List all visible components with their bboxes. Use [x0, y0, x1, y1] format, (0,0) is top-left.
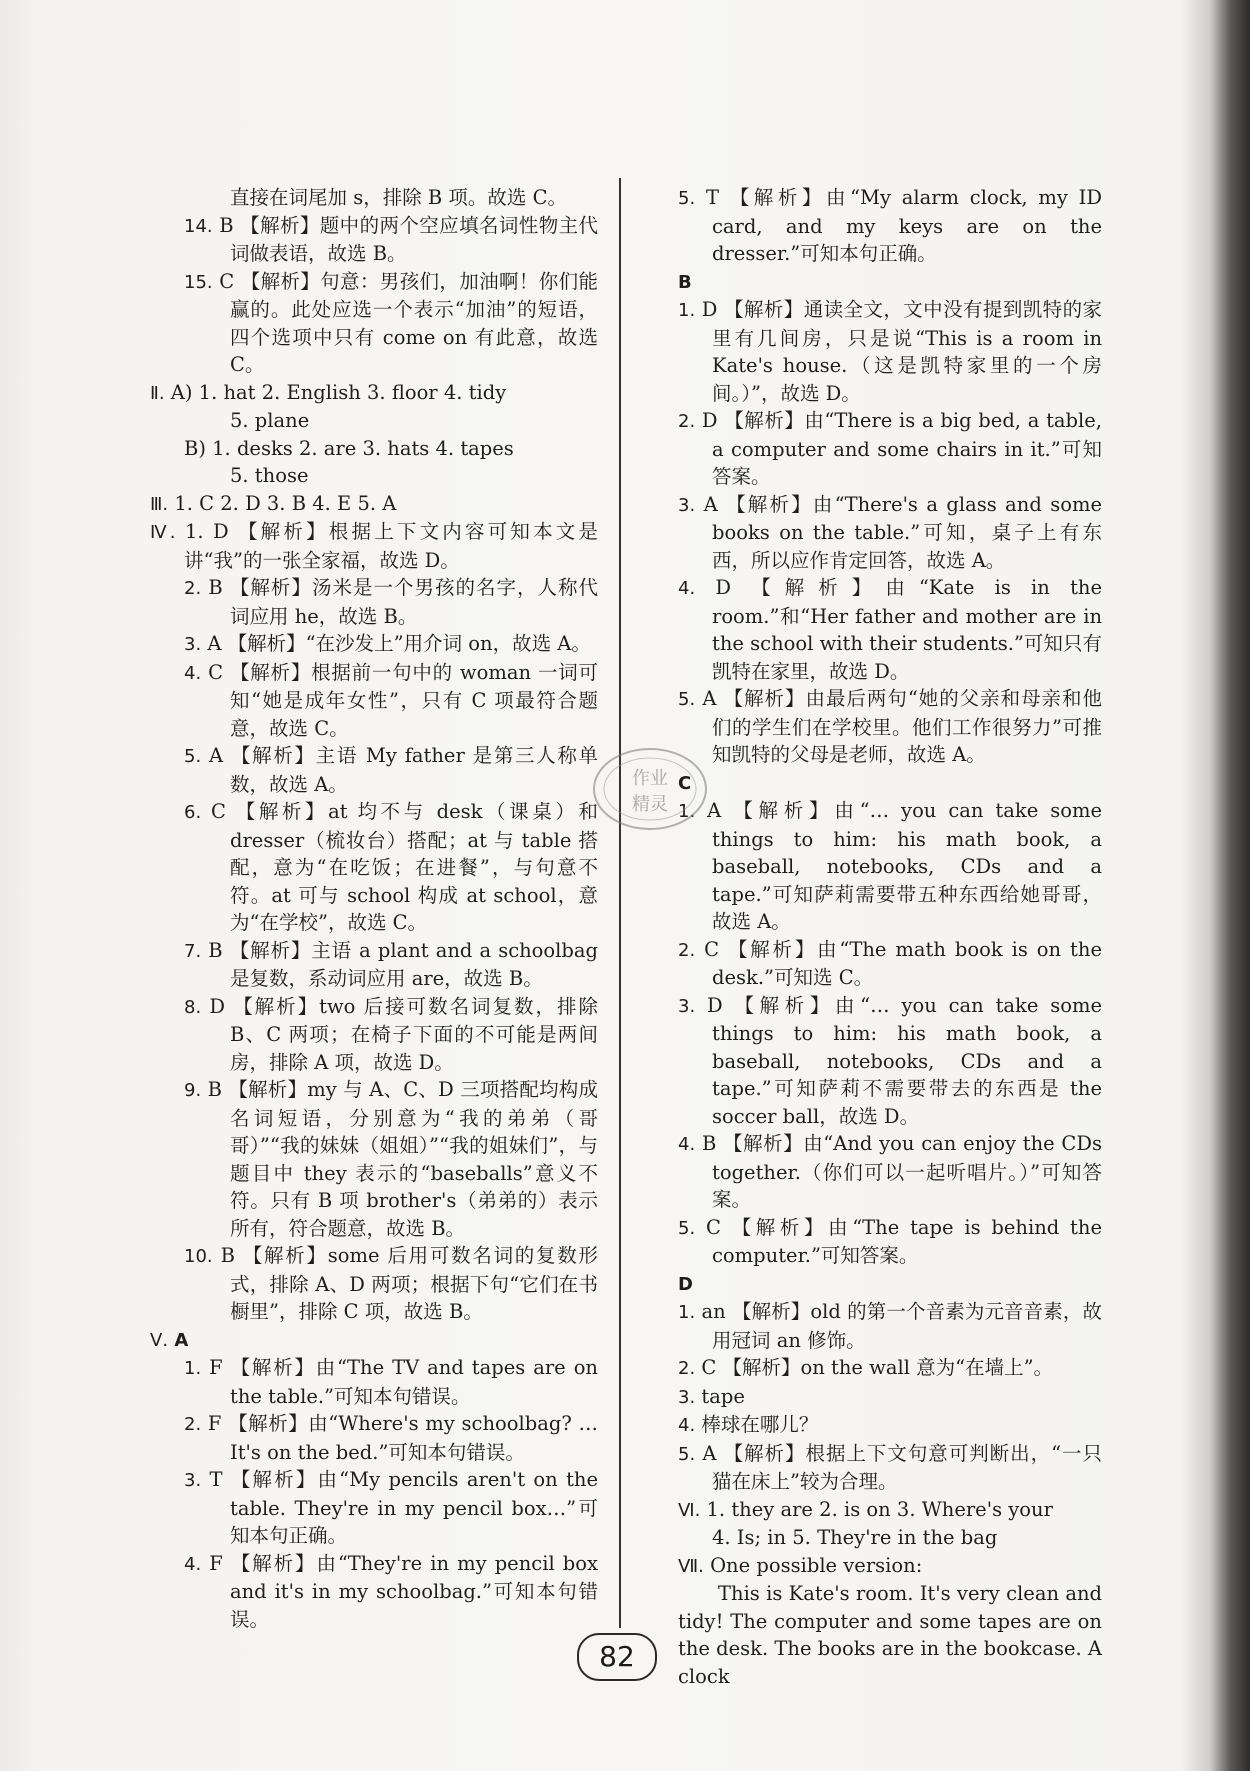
stamp-text-bottom: 精灵: [632, 794, 668, 815]
item-number: 2.: [184, 578, 202, 599]
stamp-text-top: 作业: [632, 768, 668, 789]
page-number: 82: [577, 1633, 657, 1681]
answer-item: [150, 1242, 598, 1326]
item-text: 5. those: [230, 464, 309, 487]
answer-item: [678, 1270, 1102, 1299]
item-text: F 【解析】由“They're in my pencil box and it's in my schoolbag.”可知本句错误。: [201, 1551, 598, 1631]
watermark-stamp-icon: [590, 744, 710, 834]
answer-item: [150, 462, 598, 490]
item-text: B 【解析】my 与 A、C、D 三项搭配均构成名词短语，分别意为“我的弟弟（哥哥）”“我的妹妹（姐姐）”“我的姐妹们”，与题目中 they 表示的“baseballs”意义不符。只有 B 项 brother's（弟弟的）表示所有，符合题意，故选 B。: [201, 1078, 598, 1240]
item-text: D 【解析】由“… you can take some things to him: his math book, a baseball, notebooks, CDs and a tape.”可知萨莉不需要带去的东西是 the soccer ball，故选 D。: [695, 993, 1102, 1128]
item-text: C 【解析】at 均不与 desk（课桌）和 dresser（梳妆台）搭配；at 与 table 搭配，意为“在吃饭；在进餐”，与句意不符。at 可与 school 构成 at school，意为“在学校”，故选 C。: [201, 800, 598, 934]
answer-item: [678, 407, 1102, 491]
item-text: T 【解析】由“My pencils aren't on the table. They're in my pencil box…”可知本句正确。: [201, 1468, 598, 1547]
item-number: 2.: [678, 939, 696, 961]
item-text: A 【解析】由“There's a glass and some books on the table.”可知，桌子上有东西，所以应作肯定回答，故选 A。: [695, 492, 1102, 572]
item-text: A 【解析】由最后两句“她的父亲和母亲和他们的学生们在学校里。他们工作很努力”可推知凯特的父母是老师，故选 A。: [695, 687, 1102, 766]
item-text: A 【解析】“在沙发上”用介词 on，故选 A。: [201, 632, 591, 655]
item-number: 1.: [678, 300, 696, 321]
answer-item: [150, 268, 598, 379]
item-text: B 【解析】主语 a plant and a schoolbag 是复数，系动词应用 are，故选 B。: [201, 938, 598, 990]
answer-item: [150, 435, 598, 463]
item-text: D: [678, 1273, 693, 1295]
answer-item: [678, 184, 1102, 268]
item-text: C 【解析】由“The math book is on the desk.”可知选 C。: [695, 937, 1102, 989]
answer-item: [150, 184, 598, 212]
item-number: 6.: [184, 802, 202, 823]
answer-item: [678, 296, 1102, 407]
item-text: This is Kate's room. It's very clean and tidy! The computer and some tapes are on the desk. The books are in the bookcase. A clock: [678, 1582, 1102, 1688]
item-number: 4.: [184, 1553, 202, 1575]
answer-item: [150, 490, 598, 519]
item-text: B 【解析】汤米是一个男孩的名字，人称代词应用 he，故选 B。: [201, 576, 598, 628]
item-text: 棒球在哪儿？: [695, 1413, 819, 1436]
item-text: C 【解析】on the wall 意为“在墙上”。: [695, 1356, 1054, 1379]
item-text: A 【解析】由“… you can take some things to him: his math book, a baseball, notebooks, CDs and a tape.”可知萨莉需要带五种东西给她哥哥，故选 A。: [695, 799, 1102, 933]
item-number: 5.: [678, 1443, 696, 1465]
item-text: A: [168, 1329, 189, 1351]
item-text: D 【解析】two 后接可数名词复数，排除 B、C 两项；在椅子下面的不可能是两间房，排除 A 项，故选 D。: [201, 994, 598, 1074]
answer-item: [678, 491, 1102, 575]
answer-item: [678, 1214, 1102, 1270]
item-number: 4.: [184, 662, 202, 684]
item-text: B 【解析】some 后用可数名词的复数形式，排除 A、D 两项；根据下句“它们在书橱里”，排除 C 项，故选 B。: [212, 1244, 598, 1323]
item-number: 2.: [184, 1414, 202, 1435]
item-number: 7.: [184, 940, 202, 962]
answer-item: [678, 1383, 1102, 1412]
answer-item: [678, 1354, 1102, 1383]
item-number: 5.: [678, 188, 696, 209]
item-text: tape: [695, 1384, 745, 1408]
answer-item: [150, 742, 598, 798]
item-number: 15.: [184, 271, 213, 293]
answer-item: [150, 1354, 598, 1410]
item-number: Ⅵ.: [678, 1499, 701, 1521]
item-number: 4.: [678, 578, 696, 599]
item-text: One possible version:: [703, 1553, 923, 1577]
item-text: C 【解析】根据前一句中的 woman 一词可知“她是成年女性”，只有 C 项最符合题意，故选 C。: [201, 660, 598, 740]
item-number: 1.: [184, 1358, 202, 1379]
item-text: C 【解析】由“The tape is behind the computer.”可知答案。: [695, 1215, 1102, 1267]
answer-item: [150, 574, 598, 630]
answer-item: [150, 1410, 598, 1466]
item-text: A 【解析】主语 My father 是第三人称单数，故选 A。: [201, 744, 598, 796]
item-number: 9.: [184, 1080, 202, 1101]
item-number: 4.: [678, 1415, 696, 1436]
item-text: 4. Is; in 5. They're in the bag: [712, 1526, 998, 1549]
item-number: Ⅱ.: [150, 382, 165, 404]
answer-item: [678, 1298, 1102, 1354]
answer-item: [150, 1076, 598, 1242]
item-text: D 【解析】通读全文，文中没有提到凯特的家里有几间房，只是说“This is a room in Kate's house.（这是凯特家里的一个房间。）”，故选 D。: [695, 298, 1102, 405]
item-number: 5.: [678, 689, 696, 710]
answer-item: [678, 769, 1102, 798]
item-number: 1.: [678, 1302, 696, 1323]
item-number: 2.: [678, 411, 696, 432]
item-text: C 【解析】句意：男孩们，加油啊！你们能赢的。此处应选一个表示“加油”的短语，四个选项中只有 come on 有此意，故选 C。: [212, 269, 598, 376]
item-text: B: [678, 271, 692, 293]
item-number: Ⅴ.: [150, 1329, 169, 1351]
item-number: Ⅳ.: [150, 522, 176, 543]
item-text: 1. they are 2. is on 3. Where's your: [700, 1497, 1053, 1521]
answer-item: [150, 659, 598, 743]
answer-item: [150, 407, 598, 435]
item-text: 1. D 【解析】根据上下文内容可知本文是讲“我”的一张全家福，故选 D。: [175, 520, 598, 572]
item-text: F 【解析】由“Where's my schoolbag? … It's on the bed.”可知本句错误。: [201, 1412, 598, 1464]
answer-item: [678, 1130, 1102, 1214]
answer-item: [678, 574, 1102, 685]
right-column: [678, 184, 1102, 1690]
item-number: 14.: [184, 215, 213, 237]
item-text: F 【解析】由“The TV and tapes are on the table.”可知本句错误。: [201, 1356, 598, 1408]
item-text: A 【解析】根据上下文句意可判断出，“一只猫在床上”较为合理。: [695, 1441, 1102, 1493]
column-divider: [619, 178, 621, 1628]
answer-item: [678, 797, 1102, 936]
answer-item: [150, 1466, 598, 1550]
item-text: an 【解析】old 的第一个音素为元音音素，故用冠词 an 修饰。: [695, 1300, 1102, 1352]
item-number: 4.: [678, 1134, 696, 1155]
answer-item: [678, 936, 1102, 992]
item-text: 直接在词尾加 s，排除 B 项。故选 C。: [230, 186, 568, 209]
answer-item: [678, 1440, 1102, 1496]
item-text: 5. plane: [230, 409, 310, 432]
answer-item: [678, 1411, 1102, 1440]
item-text: D 【解析】由“Kate is in the room.”和“Her father and mother are in the school with their students.”可知只有凯特在家里，故选 D。: [695, 576, 1102, 683]
answer-item: [678, 1496, 1102, 1525]
answer-item: [150, 518, 598, 574]
answer-item: [150, 937, 598, 993]
item-number: 5.: [184, 746, 202, 767]
answer-item: [150, 798, 598, 937]
item-number: 3.: [678, 995, 696, 1017]
item-text: B) 1. desks 2. are 3. hats 4. tapes: [184, 436, 514, 460]
answer-item: [678, 685, 1102, 769]
item-number: 2.: [678, 1358, 696, 1379]
answer-item: [678, 1580, 1102, 1690]
left-column: [150, 184, 598, 1633]
item-text: 1. C 2. D 3. B 4. E 5. A: [168, 491, 397, 515]
item-number: 3.: [678, 1386, 696, 1408]
item-text: T 【解析】由“My alarm clock, my ID card, and my keys are on the dresser.”可知本句正确。: [695, 186, 1102, 265]
item-text: D 【解析】由“There is a big bed, a table, a computer and some chairs in it.”可知答案。: [695, 409, 1102, 488]
item-number: Ⅲ.: [150, 493, 169, 515]
answer-item: [150, 630, 598, 659]
answer-item: [678, 1552, 1102, 1581]
item-number: 5.: [678, 1217, 696, 1239]
item-text: B 【解析】由“And you can enjoy the CDs together.（你们可以一起听唱片。）”可知答案。: [695, 1132, 1102, 1211]
item-number: 10.: [184, 1246, 213, 1267]
item-number: 1.: [678, 801, 696, 822]
item-text: C: [678, 772, 692, 794]
answer-item: [150, 212, 598, 268]
answer-item: [678, 992, 1102, 1131]
item-text: B 【解析】题中的两个空应填名词性物主代词做表语，故选 B。: [212, 213, 598, 265]
answer-item: [150, 379, 598, 408]
item-text: A) 1. hat 2. English 3. floor 4. tidy: [164, 380, 507, 404]
answer-item: [150, 1550, 598, 1634]
answer-item: [678, 1524, 1102, 1552]
item-number: 3.: [184, 1470, 202, 1491]
item-number: 8.: [184, 996, 202, 1018]
answer-item: [150, 993, 598, 1077]
answer-item: [678, 268, 1102, 297]
item-number: 3.: [678, 494, 696, 516]
answer-item: [150, 1326, 598, 1355]
item-number: Ⅶ.: [678, 1555, 704, 1577]
item-number: 3.: [184, 634, 202, 655]
